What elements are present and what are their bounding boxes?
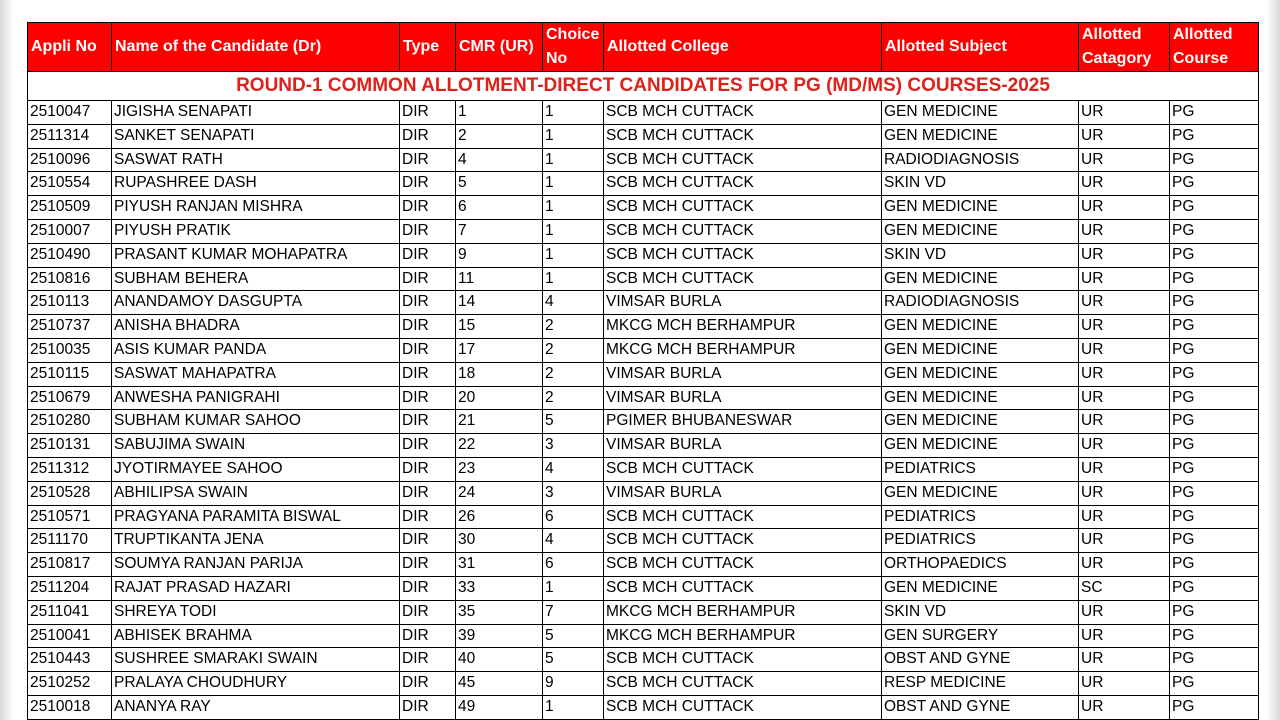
- cell-type: DIR: [400, 101, 456, 125]
- cell-candidate-name: SASWAT RATH: [112, 148, 400, 172]
- cell-choice-no: 1: [543, 148, 604, 172]
- cell-college: SCB MCH CUTTACK: [604, 243, 882, 267]
- cell-college: SCB MCH CUTTACK: [604, 172, 882, 196]
- cell-subject: GEN MEDICINE: [882, 338, 1079, 362]
- cell-appli-no: 2510113: [28, 291, 112, 315]
- cell-college: VIMSAR BURLA: [604, 434, 882, 458]
- cell-candidate-name: SANKET SENAPATI: [112, 124, 400, 148]
- table-row: [28, 624, 1259, 648]
- cell-college: VIMSAR BURLA: [604, 481, 882, 505]
- table-row: [28, 124, 1259, 148]
- cell-cmr: 39: [456, 624, 543, 648]
- col-header-course: Allotted Course: [1170, 23, 1259, 72]
- table-row: [28, 672, 1259, 696]
- cell-college: SCB MCH CUTTACK: [604, 148, 882, 172]
- cell-cmr: 17: [456, 338, 543, 362]
- cell-choice-no: 3: [543, 434, 604, 458]
- cell-college: MKCG MCH BERHAMPUR: [604, 315, 882, 339]
- cell-candidate-name: PIYUSH PRATIK: [112, 219, 400, 243]
- cell-category: UR: [1079, 386, 1170, 410]
- cell-type: DIR: [400, 124, 456, 148]
- cell-choice-no: 1: [543, 576, 604, 600]
- cell-category: SC: [1079, 576, 1170, 600]
- cell-cmr: 33: [456, 576, 543, 600]
- cell-subject: GEN MEDICINE: [882, 386, 1079, 410]
- cell-category: UR: [1079, 267, 1170, 291]
- cell-cmr: 21: [456, 410, 543, 434]
- cell-course: PG: [1170, 529, 1259, 553]
- cell-category: UR: [1079, 481, 1170, 505]
- cell-category: UR: [1079, 457, 1170, 481]
- cell-type: DIR: [400, 410, 456, 434]
- cell-choice-no: 6: [543, 553, 604, 577]
- cell-candidate-name: PRALAYA CHOUDHURY: [112, 672, 400, 696]
- cell-choice-no: 1: [543, 695, 604, 719]
- cell-cmr: 1: [456, 101, 543, 125]
- cell-college: MKCG MCH BERHAMPUR: [604, 600, 882, 624]
- cell-category: UR: [1079, 410, 1170, 434]
- cell-course: PG: [1170, 315, 1259, 339]
- allotment-title: ROUND-1 COMMON ALLOTMENT-DIRECT CANDIDATES FOR PG (MD/MS) COURSES-2025: [28, 72, 1259, 101]
- table-row: [28, 362, 1259, 386]
- cell-choice-no: 1: [543, 196, 604, 220]
- col-header-name: Name of the Candidate (Dr): [112, 23, 400, 72]
- cell-cmr: 4: [456, 148, 543, 172]
- cell-appli-no: 2510679: [28, 386, 112, 410]
- cell-candidate-name: SABUJIMA SWAIN: [112, 434, 400, 458]
- cell-category: UR: [1079, 672, 1170, 696]
- cell-candidate-name: SUSHREE SMARAKI SWAIN: [112, 648, 400, 672]
- cell-choice-no: 2: [543, 315, 604, 339]
- cell-subject: SKIN VD: [882, 600, 1079, 624]
- cell-college: MKCG MCH BERHAMPUR: [604, 338, 882, 362]
- cell-type: DIR: [400, 576, 456, 600]
- table-body: [28, 101, 1259, 720]
- cell-course: PG: [1170, 101, 1259, 125]
- cell-appli-no: 2510443: [28, 648, 112, 672]
- cell-type: DIR: [400, 672, 456, 696]
- header-row: [28, 23, 1259, 72]
- cell-course: PG: [1170, 124, 1259, 148]
- cell-candidate-name: ANANDAMOY DASGUPTA: [112, 291, 400, 315]
- cell-subject: GEN MEDICINE: [882, 362, 1079, 386]
- cell-appli-no: 2511041: [28, 600, 112, 624]
- cell-subject: PEDIATRICS: [882, 529, 1079, 553]
- cell-course: PG: [1170, 672, 1259, 696]
- table-row: [28, 315, 1259, 339]
- cell-course: PG: [1170, 600, 1259, 624]
- cell-appli-no: 2510816: [28, 267, 112, 291]
- cell-course: PG: [1170, 481, 1259, 505]
- allotment-table: [27, 22, 1259, 720]
- cell-college: SCB MCH CUTTACK: [604, 457, 882, 481]
- cell-category: UR: [1079, 529, 1170, 553]
- cell-choice-no: 1: [543, 172, 604, 196]
- cell-subject: GEN MEDICINE: [882, 219, 1079, 243]
- cell-category: UR: [1079, 196, 1170, 220]
- cell-type: DIR: [400, 338, 456, 362]
- cell-choice-no: 4: [543, 529, 604, 553]
- cell-college: SCB MCH CUTTACK: [604, 672, 882, 696]
- cell-course: PG: [1170, 243, 1259, 267]
- cell-subject: GEN MEDICINE: [882, 101, 1079, 125]
- page-shadow-right: [1266, 0, 1280, 720]
- cell-type: DIR: [400, 505, 456, 529]
- table-row: [28, 148, 1259, 172]
- cell-candidate-name: ANANYA RAY: [112, 695, 400, 719]
- cell-choice-no: 7: [543, 600, 604, 624]
- cell-cmr: 15: [456, 315, 543, 339]
- cell-type: DIR: [400, 529, 456, 553]
- cell-choice-no: 5: [543, 624, 604, 648]
- cell-cmr: 31: [456, 553, 543, 577]
- cell-category: UR: [1079, 600, 1170, 624]
- cell-subject: PEDIATRICS: [882, 457, 1079, 481]
- cell-category: UR: [1079, 505, 1170, 529]
- cell-category: UR: [1079, 338, 1170, 362]
- cell-type: DIR: [400, 624, 456, 648]
- cell-choice-no: 2: [543, 338, 604, 362]
- cell-category: UR: [1079, 101, 1170, 125]
- col-header-category: Allotted Catagory: [1079, 23, 1170, 72]
- cell-category: UR: [1079, 315, 1170, 339]
- cell-candidate-name: ABHISEK BRAHMA: [112, 624, 400, 648]
- cell-appli-no: 2510252: [28, 672, 112, 696]
- cell-candidate-name: JYOTIRMAYEE SAHOO: [112, 457, 400, 481]
- cell-course: PG: [1170, 648, 1259, 672]
- cell-cmr: 7: [456, 219, 543, 243]
- cell-appli-no: 2510007: [28, 219, 112, 243]
- cell-candidate-name: JIGISHA SENAPATI: [112, 101, 400, 125]
- cell-candidate-name: PRAGYANA PARAMITA BISWAL: [112, 505, 400, 529]
- cell-cmr: 18: [456, 362, 543, 386]
- cell-cmr: 26: [456, 505, 543, 529]
- cell-subject: GEN MEDICINE: [882, 315, 1079, 339]
- cell-course: PG: [1170, 576, 1259, 600]
- table-row: [28, 291, 1259, 315]
- cell-appli-no: 2510817: [28, 553, 112, 577]
- cell-college: SCB MCH CUTTACK: [604, 267, 882, 291]
- cell-subject: GEN MEDICINE: [882, 576, 1079, 600]
- cell-college: VIMSAR BURLA: [604, 362, 882, 386]
- col-header-subject: Allotted Subject: [882, 23, 1079, 72]
- cell-cmr: 40: [456, 648, 543, 672]
- cell-course: PG: [1170, 172, 1259, 196]
- cell-appli-no: 2510018: [28, 695, 112, 719]
- cell-appli-no: 2510096: [28, 148, 112, 172]
- cell-subject: ORTHOPAEDICS: [882, 553, 1079, 577]
- cell-college: VIMSAR BURLA: [604, 291, 882, 315]
- cell-choice-no: 2: [543, 362, 604, 386]
- cell-choice-no: 3: [543, 481, 604, 505]
- cell-subject: GEN MEDICINE: [882, 410, 1079, 434]
- cell-course: PG: [1170, 291, 1259, 315]
- cell-candidate-name: ASIS KUMAR PANDA: [112, 338, 400, 362]
- cell-type: DIR: [400, 196, 456, 220]
- cell-course: PG: [1170, 505, 1259, 529]
- cell-cmr: 24: [456, 481, 543, 505]
- cell-candidate-name: SUBHAM KUMAR SAHOO: [112, 410, 400, 434]
- cell-college: SCB MCH CUTTACK: [604, 529, 882, 553]
- cell-type: DIR: [400, 148, 456, 172]
- cell-candidate-name: RAJAT PRASAD HAZARI: [112, 576, 400, 600]
- cell-cmr: 20: [456, 386, 543, 410]
- cell-subject: SKIN VD: [882, 243, 1079, 267]
- table-row: [28, 243, 1259, 267]
- cell-appli-no: 2511312: [28, 457, 112, 481]
- cell-college: MKCG MCH BERHAMPUR: [604, 624, 882, 648]
- cell-course: PG: [1170, 267, 1259, 291]
- cell-type: DIR: [400, 291, 456, 315]
- cell-choice-no: 5: [543, 648, 604, 672]
- cell-subject: SKIN VD: [882, 172, 1079, 196]
- table-row: [28, 457, 1259, 481]
- cell-category: UR: [1079, 434, 1170, 458]
- cell-category: UR: [1079, 291, 1170, 315]
- cell-category: UR: [1079, 243, 1170, 267]
- table-row: [28, 600, 1259, 624]
- col-header-appli-no: Appli No: [28, 23, 112, 72]
- cell-cmr: 49: [456, 695, 543, 719]
- cell-candidate-name: ANISHA BHADRA: [112, 315, 400, 339]
- cell-choice-no: 5: [543, 410, 604, 434]
- cell-subject: GEN MEDICINE: [882, 434, 1079, 458]
- cell-choice-no: 1: [543, 267, 604, 291]
- cell-appli-no: 2510490: [28, 243, 112, 267]
- cell-cmr: 22: [456, 434, 543, 458]
- table-row: [28, 695, 1259, 719]
- cell-appli-no: 2510737: [28, 315, 112, 339]
- cell-course: PG: [1170, 434, 1259, 458]
- cell-cmr: 35: [456, 600, 543, 624]
- cell-course: PG: [1170, 695, 1259, 719]
- cell-type: DIR: [400, 600, 456, 624]
- table-row: [28, 505, 1259, 529]
- cell-cmr: 5: [456, 172, 543, 196]
- cell-choice-no: 6: [543, 505, 604, 529]
- cell-category: UR: [1079, 553, 1170, 577]
- cell-choice-no: 1: [543, 243, 604, 267]
- cell-choice-no: 9: [543, 672, 604, 696]
- cell-college: SCB MCH CUTTACK: [604, 648, 882, 672]
- cell-course: PG: [1170, 624, 1259, 648]
- table-row: [28, 172, 1259, 196]
- cell-type: DIR: [400, 648, 456, 672]
- cell-course: PG: [1170, 457, 1259, 481]
- cell-course: PG: [1170, 219, 1259, 243]
- cell-course: PG: [1170, 196, 1259, 220]
- cell-choice-no: 4: [543, 457, 604, 481]
- table-row: [28, 386, 1259, 410]
- cell-subject: GEN MEDICINE: [882, 481, 1079, 505]
- cell-appli-no: 2511204: [28, 576, 112, 600]
- cell-cmr: 30: [456, 529, 543, 553]
- cell-course: PG: [1170, 386, 1259, 410]
- cell-appli-no: 2510571: [28, 505, 112, 529]
- page-shadow-left: [0, 0, 14, 720]
- cell-subject: RESP MEDICINE: [882, 672, 1079, 696]
- cell-type: DIR: [400, 695, 456, 719]
- cell-appli-no: 2510528: [28, 481, 112, 505]
- cell-type: DIR: [400, 362, 456, 386]
- cell-cmr: 2: [456, 124, 543, 148]
- table-row: [28, 434, 1259, 458]
- cell-candidate-name: ANWESHA PANIGRAHI: [112, 386, 400, 410]
- cell-college: VIMSAR BURLA: [604, 386, 882, 410]
- cell-type: DIR: [400, 457, 456, 481]
- cell-category: UR: [1079, 695, 1170, 719]
- col-header-college: Allotted College: [604, 23, 882, 72]
- cell-college: SCB MCH CUTTACK: [604, 695, 882, 719]
- cell-category: UR: [1079, 362, 1170, 386]
- cell-appli-no: 2511170: [28, 529, 112, 553]
- cell-subject: RADIODIAGNOSIS: [882, 291, 1079, 315]
- table-row: [28, 219, 1259, 243]
- cell-subject: GEN MEDICINE: [882, 124, 1079, 148]
- cell-subject: GEN MEDICINE: [882, 267, 1079, 291]
- table-row: [28, 553, 1259, 577]
- cell-cmr: 6: [456, 196, 543, 220]
- cell-category: UR: [1079, 172, 1170, 196]
- cell-candidate-name: ABHILIPSA SWAIN: [112, 481, 400, 505]
- cell-choice-no: 1: [543, 124, 604, 148]
- cell-category: UR: [1079, 124, 1170, 148]
- cell-subject: GEN SURGERY: [882, 624, 1079, 648]
- cell-college: PGIMER BHUBANESWAR: [604, 410, 882, 434]
- document-page: [27, 22, 1259, 720]
- cell-appli-no: 2510280: [28, 410, 112, 434]
- cell-course: PG: [1170, 553, 1259, 577]
- cell-type: DIR: [400, 267, 456, 291]
- table-row: [28, 481, 1259, 505]
- cell-subject: RADIODIAGNOSIS: [882, 148, 1079, 172]
- col-header-cmr: CMR (UR): [456, 23, 543, 72]
- cell-appli-no: 2511314: [28, 124, 112, 148]
- cell-category: UR: [1079, 219, 1170, 243]
- cell-choice-no: 1: [543, 219, 604, 243]
- cell-college: SCB MCH CUTTACK: [604, 101, 882, 125]
- cell-course: PG: [1170, 148, 1259, 172]
- cell-category: UR: [1079, 624, 1170, 648]
- cell-category: UR: [1079, 648, 1170, 672]
- table-row: [28, 648, 1259, 672]
- cell-candidate-name: TRUPTIKANTA JENA: [112, 529, 400, 553]
- cell-type: DIR: [400, 386, 456, 410]
- cell-choice-no: 2: [543, 386, 604, 410]
- cell-candidate-name: SUBHAM BEHERA: [112, 267, 400, 291]
- cell-cmr: 9: [456, 243, 543, 267]
- cell-college: SCB MCH CUTTACK: [604, 219, 882, 243]
- cell-type: DIR: [400, 219, 456, 243]
- cell-type: DIR: [400, 434, 456, 458]
- cell-category: UR: [1079, 148, 1170, 172]
- cell-course: PG: [1170, 338, 1259, 362]
- cell-college: SCB MCH CUTTACK: [604, 196, 882, 220]
- cell-subject: OBST AND GYNE: [882, 648, 1079, 672]
- cell-subject: PEDIATRICS: [882, 505, 1079, 529]
- cell-candidate-name: PIYUSH RANJAN MISHRA: [112, 196, 400, 220]
- cell-appli-no: 2510041: [28, 624, 112, 648]
- table-row: [28, 410, 1259, 434]
- cell-type: DIR: [400, 315, 456, 339]
- table-row: [28, 101, 1259, 125]
- cell-subject: OBST AND GYNE: [882, 695, 1079, 719]
- cell-appli-no: 2510509: [28, 196, 112, 220]
- cell-cmr: 11: [456, 267, 543, 291]
- cell-appli-no: 2510115: [28, 362, 112, 386]
- cell-candidate-name: SOUMYA RANJAN PARIJA: [112, 553, 400, 577]
- cell-appli-no: 2510047: [28, 101, 112, 125]
- cell-college: SCB MCH CUTTACK: [604, 553, 882, 577]
- cell-type: DIR: [400, 481, 456, 505]
- cell-cmr: 14: [456, 291, 543, 315]
- table-row: [28, 529, 1259, 553]
- cell-college: SCB MCH CUTTACK: [604, 505, 882, 529]
- table-row: [28, 338, 1259, 362]
- cell-choice-no: 4: [543, 291, 604, 315]
- cell-appli-no: 2510035: [28, 338, 112, 362]
- col-header-type: Type: [400, 23, 456, 72]
- cell-cmr: 23: [456, 457, 543, 481]
- cell-candidate-name: SASWAT MAHAPATRA: [112, 362, 400, 386]
- cell-course: PG: [1170, 362, 1259, 386]
- cell-type: DIR: [400, 553, 456, 577]
- col-header-choice-no: Choice No: [543, 23, 604, 72]
- table-row: [28, 196, 1259, 220]
- cell-candidate-name: RUPASHREE DASH: [112, 172, 400, 196]
- cell-cmr: 45: [456, 672, 543, 696]
- cell-candidate-name: SHREYA TODI: [112, 600, 400, 624]
- cell-type: DIR: [400, 243, 456, 267]
- cell-appli-no: 2510554: [28, 172, 112, 196]
- cell-type: DIR: [400, 172, 456, 196]
- table-row: [28, 267, 1259, 291]
- cell-choice-no: 1: [543, 101, 604, 125]
- title-row: [28, 72, 1259, 101]
- table-row: [28, 576, 1259, 600]
- cell-college: SCB MCH CUTTACK: [604, 124, 882, 148]
- cell-course: PG: [1170, 410, 1259, 434]
- cell-college: SCB MCH CUTTACK: [604, 576, 882, 600]
- cell-candidate-name: PRASANT KUMAR MOHAPATRA: [112, 243, 400, 267]
- cell-subject: GEN MEDICINE: [882, 196, 1079, 220]
- cell-appli-no: 2510131: [28, 434, 112, 458]
